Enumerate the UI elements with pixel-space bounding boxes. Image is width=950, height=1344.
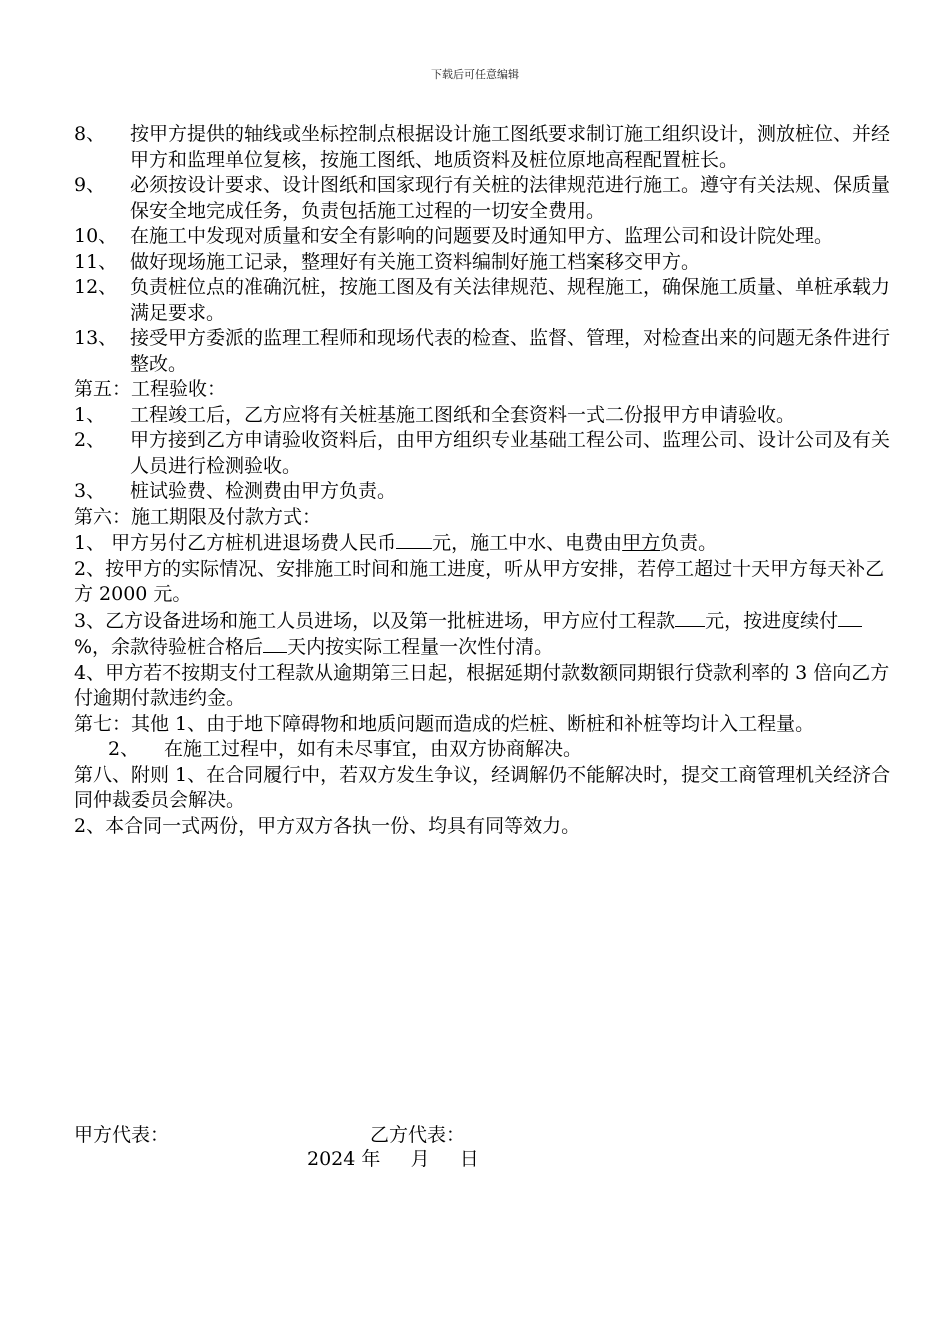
fill-blank xyxy=(263,634,287,653)
clause-10 xyxy=(74,224,894,250)
clause-number: 3、 xyxy=(74,480,106,502)
clause-text: 工程竣工后，乙方应将有关桩基施工图纸和全套资料一式二份报甲方申请验收。 xyxy=(130,403,796,426)
party-a-signature: 甲方代表： xyxy=(74,1124,170,1146)
clause-number: 10、 xyxy=(74,225,118,247)
clause-text: 接受甲方委派的监理工程师和现场代表的检查、监督、管理，对检查出来的问题无条件进行整改。 xyxy=(130,327,891,375)
clause-text: 按甲方提供的轴线或坐标控制点根据设计施工图纸要求制订施工组织设计，测放桩位、并经甲方和监理单位复核，按施工图纸、地质资料及桩位原地高程配置桩长。 xyxy=(130,123,891,171)
acceptance-item-2 xyxy=(74,428,894,479)
underlined-party: 甲方 xyxy=(622,532,661,554)
clause-text: 甲方接到乙方申请验收资料后，由甲方组织专业基础工程公司、监理公司、设计公司及有关人员进行检测验收。 xyxy=(130,429,891,477)
section-6-title: 第六：施工期限及付款方式： xyxy=(74,505,322,528)
payment-text: 1、 甲方另付乙方桩机进退场费人民币 xyxy=(74,532,397,554)
section-8-item-1: 第八、附则 1、在合同履行中，若双方发生争议，经调解仍不能解决时，提交工商管理机关经济合同仲裁委员会解决。 xyxy=(74,763,891,811)
section-7-item-1: 第七：其他 1、由于地下障碍物和地质问题而造成的烂桩、断桩和补桩等均计入工程量。 xyxy=(74,712,815,735)
clause-11 xyxy=(74,250,894,276)
payment-item-4: 4、甲方若不按期支付工程款从逾期第三日起，根据延期付款数额同期银行贷款利率的 3 倍向乙方付逾期付款违约金。 xyxy=(74,661,890,709)
payment-text: 元，按进度续付 xyxy=(705,609,839,632)
payment-item-2: 2、按甲方的实际情况、安排施工时间和施工进度，听从甲方安排，若停工超过十天甲方每天补乙方 2000 元。 xyxy=(74,557,885,605)
signing-date: 2024 年 月 日 xyxy=(307,1148,479,1170)
payment-text: 元，施工中水、电费由 xyxy=(432,532,623,554)
clause-9 xyxy=(74,173,894,224)
fill-blank xyxy=(838,608,862,627)
contract-body xyxy=(74,122,894,839)
section-7-item-2 xyxy=(74,737,894,763)
clause-number: 1、 xyxy=(74,403,106,426)
clause-text: 桩试验费、检测费由甲方负责。 xyxy=(130,480,397,502)
clause-text: 必须按设计要求、设计图纸和国家现行有关桩的法律规范进行施工。遵守有关法规、保质量保安全地完成任务，负责包括施工过程的一切安全费用。 xyxy=(130,174,891,222)
clause-number: 9、 xyxy=(74,174,106,196)
clause-13 xyxy=(74,326,894,377)
section-8-item-2: 2、本合同一式两份，甲方双方各执一份、均具有同等效力。 xyxy=(74,814,581,837)
section-5-title: 第五：工程验收： xyxy=(74,378,227,400)
fill-blank xyxy=(396,530,432,549)
party-b-signature: 乙方代表： xyxy=(370,1124,466,1146)
clause-8 xyxy=(74,122,894,173)
payment-item-3 xyxy=(74,608,894,661)
payment-text: 天内按实际工程量一次性付清。 xyxy=(287,636,554,658)
clause-text: 在施工中发现对质量和安全有影响的问题要及时通知甲方、监理公司和设计院处理。 xyxy=(130,225,834,247)
clause-number: 13、 xyxy=(74,327,118,349)
acceptance-item-3 xyxy=(74,479,894,505)
page-header: 下载后可任意编辑 xyxy=(431,68,519,81)
payment-item-1 xyxy=(74,530,894,557)
clause-number: 11、 xyxy=(74,250,118,273)
payment-text: 3、乙方设备进场和施工人员进场，以及第一批桩进场，甲方应付工程款 xyxy=(74,609,676,632)
clause-text: 在施工过程中，如有未尽事宜，由双方协商解决。 xyxy=(164,738,583,760)
payment-text: 负责。 xyxy=(660,532,718,554)
clause-number: 12、 xyxy=(74,276,118,298)
clause-number: 2、 xyxy=(108,738,140,760)
payment-text: %，余款待验桩合格后 xyxy=(74,636,264,658)
clause-text: 负责桩位点的准确沉桩，按施工图及有关法律规范、规程施工，确保施工质量、单桩承载力满足要求。 xyxy=(130,276,891,324)
clause-12 xyxy=(74,275,894,326)
clause-number: 2、 xyxy=(74,429,106,451)
clause-number: 8、 xyxy=(74,123,106,145)
clause-text: 做好现场施工记录，整理好有关施工资料编制好施工档案移交甲方。 xyxy=(130,250,701,273)
acceptance-item-1 xyxy=(74,403,894,429)
fill-blank xyxy=(675,608,705,627)
